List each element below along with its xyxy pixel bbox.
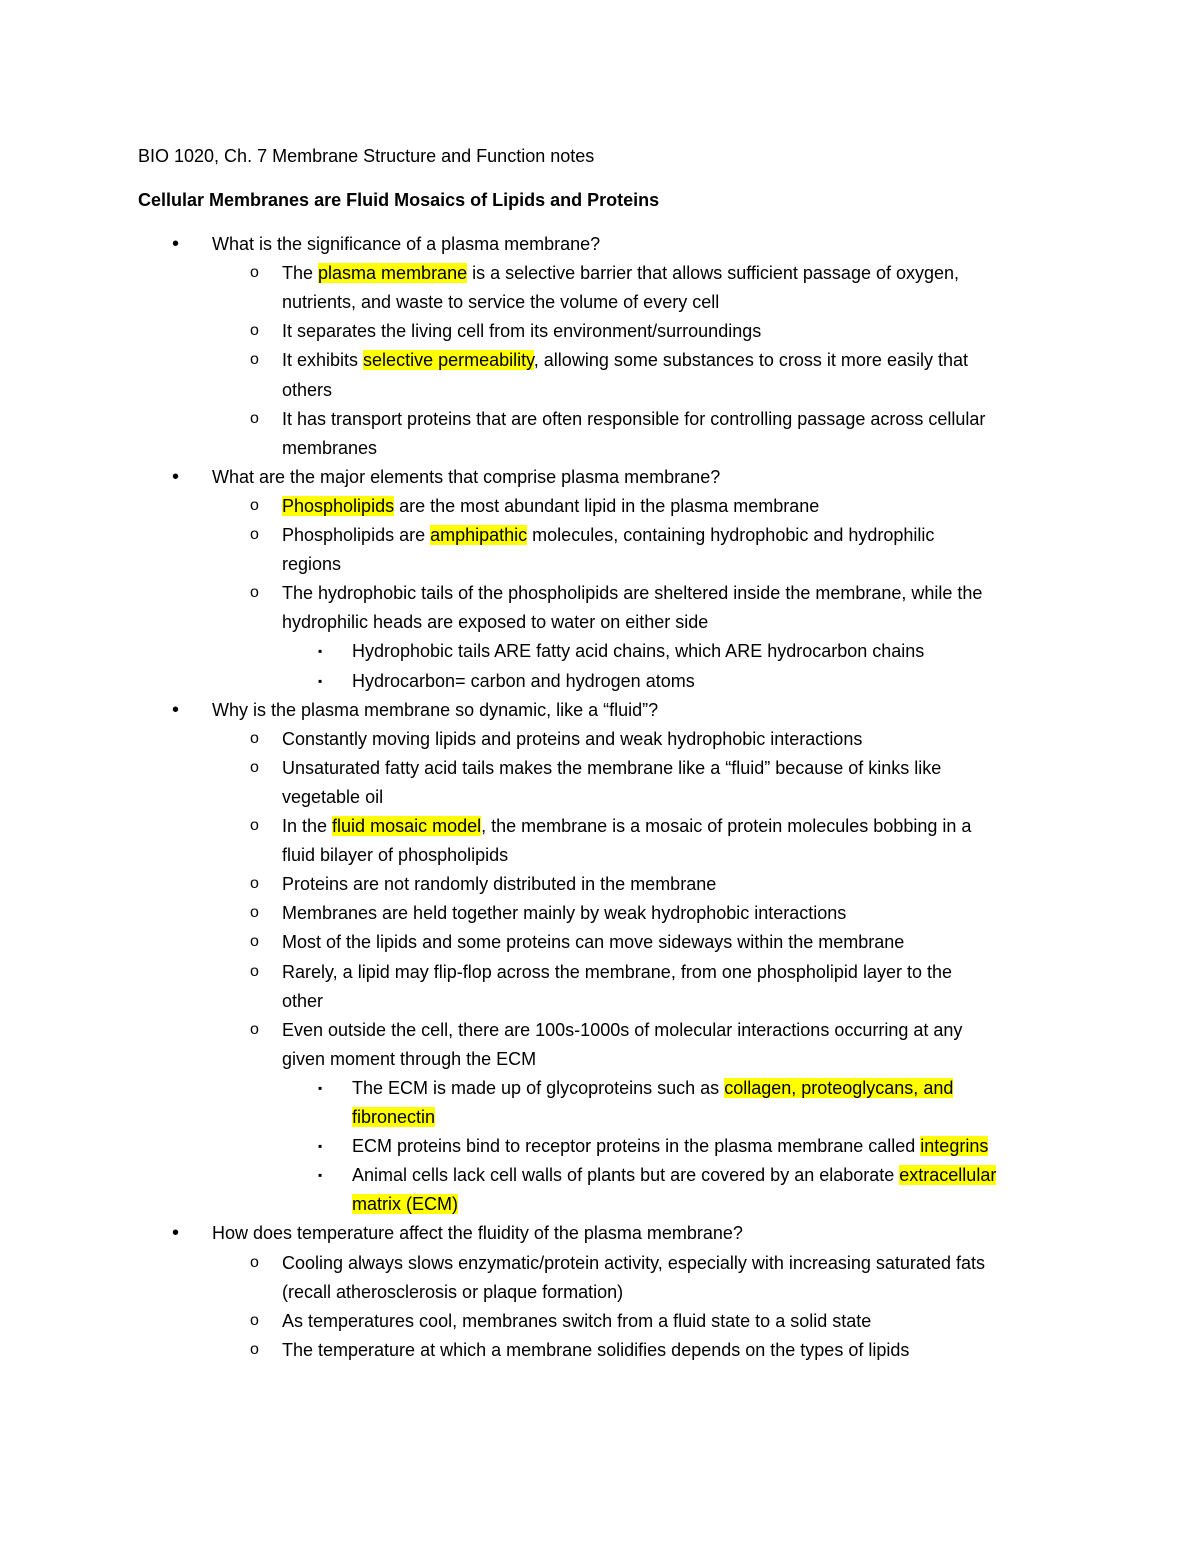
- bullet-marker-level-3: ▪: [318, 644, 323, 658]
- bullet-marker-level-2: o: [250, 351, 259, 368]
- line-text: Even outside the cell, there are 100s-1000s of molecular interactions occurring at any: [282, 1020, 963, 1040]
- outline-line: [282, 436, 377, 460]
- line-text: , the membrane is a mosaic of protein molecules bobbing in a: [481, 816, 972, 836]
- bullet-marker-level-2: o: [250, 730, 259, 747]
- bullet-marker-level-3: ▪: [318, 1081, 323, 1095]
- highlighted-term: extracellular: [899, 1165, 997, 1185]
- outline-line: [352, 1192, 458, 1216]
- line-text: Cooling always slows enzymatic/protein activity, especially with increasing saturated fats: [282, 1253, 985, 1273]
- outline-line: [282, 756, 941, 780]
- outline-line: [212, 465, 720, 489]
- line-text: vegetable oil: [282, 787, 384, 807]
- bullet-marker-level-2: o: [250, 584, 259, 601]
- highlighted-term: plasma membrane: [318, 263, 468, 283]
- outline-line: [282, 727, 862, 751]
- bullet-marker-level-2: o: [250, 1341, 259, 1358]
- bullet-marker-level-2: o: [250, 322, 259, 339]
- outline-line: [282, 960, 952, 984]
- highlighted-term: integrins: [920, 1136, 989, 1156]
- line-text: Hydrocarbon= carbon and hydrogen atoms: [352, 671, 695, 691]
- outline-line: [352, 1134, 988, 1158]
- outline-line: [282, 261, 959, 285]
- bullet-marker-level-2: o: [250, 1254, 259, 1271]
- line-text: It separates the living cell from its environment/surroundings: [282, 321, 762, 341]
- line-text: membranes: [282, 438, 378, 458]
- outline-line: [282, 1018, 962, 1042]
- outline-line: [212, 1221, 743, 1245]
- line-text: fluid bilayer of phospholipids: [282, 845, 509, 865]
- bullet-marker-level-3: ▪: [318, 1168, 323, 1182]
- outline-line: [282, 930, 904, 954]
- line-text: The temperature at which a membrane solidifies depends on the types of lipids: [282, 1340, 910, 1360]
- outline-line: [282, 1251, 985, 1275]
- line-text: It has transport proteins that are often responsible for controlling passage across cellular: [282, 409, 986, 429]
- line-text: Membranes are held together mainly by weak hydrophobic interactions: [282, 903, 847, 923]
- document-title: BIO 1020, Ch. 7 Membrane Structure and Function notes: [138, 146, 595, 166]
- outline-line: [282, 843, 508, 867]
- line-text: What is the significance of a plasma membrane?: [212, 234, 601, 254]
- outline-line: [282, 581, 982, 605]
- highlighted-term: matrix (ECM): [352, 1194, 458, 1214]
- outline-line: [282, 523, 934, 547]
- bullet-marker-level-2: o: [250, 497, 259, 514]
- line-text: molecules, containing hydrophobic and hydrophilic: [527, 525, 935, 545]
- line-text: Why is the plasma membrane so dynamic, like a “fluid”?: [212, 700, 659, 720]
- line-text: As temperatures cool, membranes switch from a fluid state to a solid state: [282, 1311, 872, 1331]
- line-text: How does temperature affect the fluidity of the plasma membrane?: [212, 1223, 743, 1243]
- outline-line: [282, 1047, 536, 1071]
- line-text: What are the major elements that comprise plasma membrane?: [212, 467, 721, 487]
- bullet-marker-level-2: o: [250, 875, 259, 892]
- outline-line: [282, 610, 708, 634]
- bullet-marker-level-1: •: [172, 1222, 180, 1244]
- bullet-marker-level-2: o: [250, 264, 259, 281]
- bullet-marker-level-2: o: [250, 904, 259, 921]
- bullet-marker-level-1: •: [172, 233, 180, 255]
- outline-line: [282, 378, 332, 402]
- outline-line: [282, 407, 985, 431]
- bullet-marker-level-3: ▪: [318, 674, 323, 688]
- line-text: Proteins are not randomly distributed in the membrane: [282, 874, 717, 894]
- highlighted-term: fluid mosaic model: [332, 816, 482, 836]
- line-text: Animal cells lack cell walls of plants but are covered by an elaborate: [352, 1165, 900, 1185]
- outline-line: [352, 1076, 953, 1100]
- line-text: It exhibits: [282, 350, 364, 370]
- outline-line: [282, 319, 761, 343]
- line-text: Unsaturated fatty acid tails makes the membrane like a “fluid” because of kinks like: [282, 758, 942, 778]
- line-text: Phospholipids are: [282, 525, 431, 545]
- bullet-marker-level-1: •: [172, 699, 180, 721]
- line-text: is a selective barrier that allows sufficient passage of oxygen,: [467, 263, 960, 283]
- highlighted-term: amphipathic: [430, 525, 528, 545]
- outline-line: [282, 901, 846, 925]
- outline-line: [352, 639, 924, 663]
- outline-line: [282, 552, 341, 576]
- line-text: nutrients, and waste to service the volume of every cell: [282, 292, 720, 312]
- bullet-marker-level-2: o: [250, 759, 259, 776]
- line-text: regions: [282, 554, 342, 574]
- line-text: Most of the lipids and some proteins can move sideways within the membrane: [282, 932, 905, 952]
- bullet-marker-level-3: ▪: [318, 1139, 323, 1153]
- bullet-marker-level-2: o: [250, 526, 259, 543]
- line-text: ECM proteins bind to receptor proteins in the plasma membrane called: [352, 1136, 921, 1156]
- outline-line: [282, 1338, 909, 1362]
- line-text: others: [282, 380, 333, 400]
- outline-line: [282, 348, 968, 372]
- line-text: Hydrophobic tails ARE fatty acid chains, which ARE hydrocarbon chains: [352, 641, 925, 661]
- line-text: Rarely, a lipid may flip-flop across the membrane, from one phospholipid layer to the: [282, 962, 952, 982]
- outline-line: [282, 785, 383, 809]
- bullet-marker-level-2: o: [250, 1312, 259, 1329]
- outline-line: [282, 290, 719, 314]
- line-text: The: [282, 263, 319, 283]
- outline-line: [282, 1280, 623, 1304]
- outline-line: [212, 232, 600, 256]
- line-text: other: [282, 991, 324, 1011]
- line-text: In the: [282, 816, 333, 836]
- line-text: are the most abundant lipid in the plasma membrane: [394, 496, 820, 516]
- highlighted-term: fibronectin: [352, 1107, 436, 1127]
- outline-line: [282, 494, 819, 518]
- section-heading: Cellular Membranes are Fluid Mosaics of Lipids and Proteins: [138, 190, 660, 210]
- line-text: hydrophilic heads are exposed to water on either side: [282, 612, 709, 632]
- line-text: given moment through the ECM: [282, 1049, 537, 1069]
- outline-line: [352, 1163, 996, 1187]
- bullet-marker-level-2: o: [250, 410, 259, 427]
- highlighted-term: selective permeability: [363, 350, 534, 370]
- outline-line: [282, 989, 323, 1013]
- outline-line: [212, 698, 658, 722]
- bullet-marker-level-1: •: [172, 466, 180, 488]
- bullet-marker-level-2: o: [250, 963, 259, 980]
- outline-line: [352, 669, 695, 693]
- line-text: The hydrophobic tails of the phospholipids are sheltered inside the membrane, while the: [282, 583, 983, 603]
- line-text: (recall atherosclerosis or plaque formation): [282, 1282, 624, 1302]
- bullet-marker-level-2: o: [250, 1021, 259, 1038]
- bullet-marker-level-2: o: [250, 817, 259, 834]
- line-text: , allowing some substances to cross it more easily that: [533, 350, 968, 370]
- line-text: The ECM is made up of glycoproteins such as: [352, 1078, 725, 1098]
- line-text: Constantly moving lipids and proteins and weak hydrophobic interactions: [282, 729, 863, 749]
- outline-line: [282, 872, 716, 896]
- highlighted-term: collagen, proteoglycans, and: [724, 1078, 954, 1098]
- highlighted-term: Phospholipids: [282, 496, 395, 516]
- outline-line: [282, 814, 971, 838]
- outline-line: [352, 1105, 435, 1129]
- bullet-marker-level-2: o: [250, 933, 259, 950]
- outline-line: [282, 1309, 871, 1333]
